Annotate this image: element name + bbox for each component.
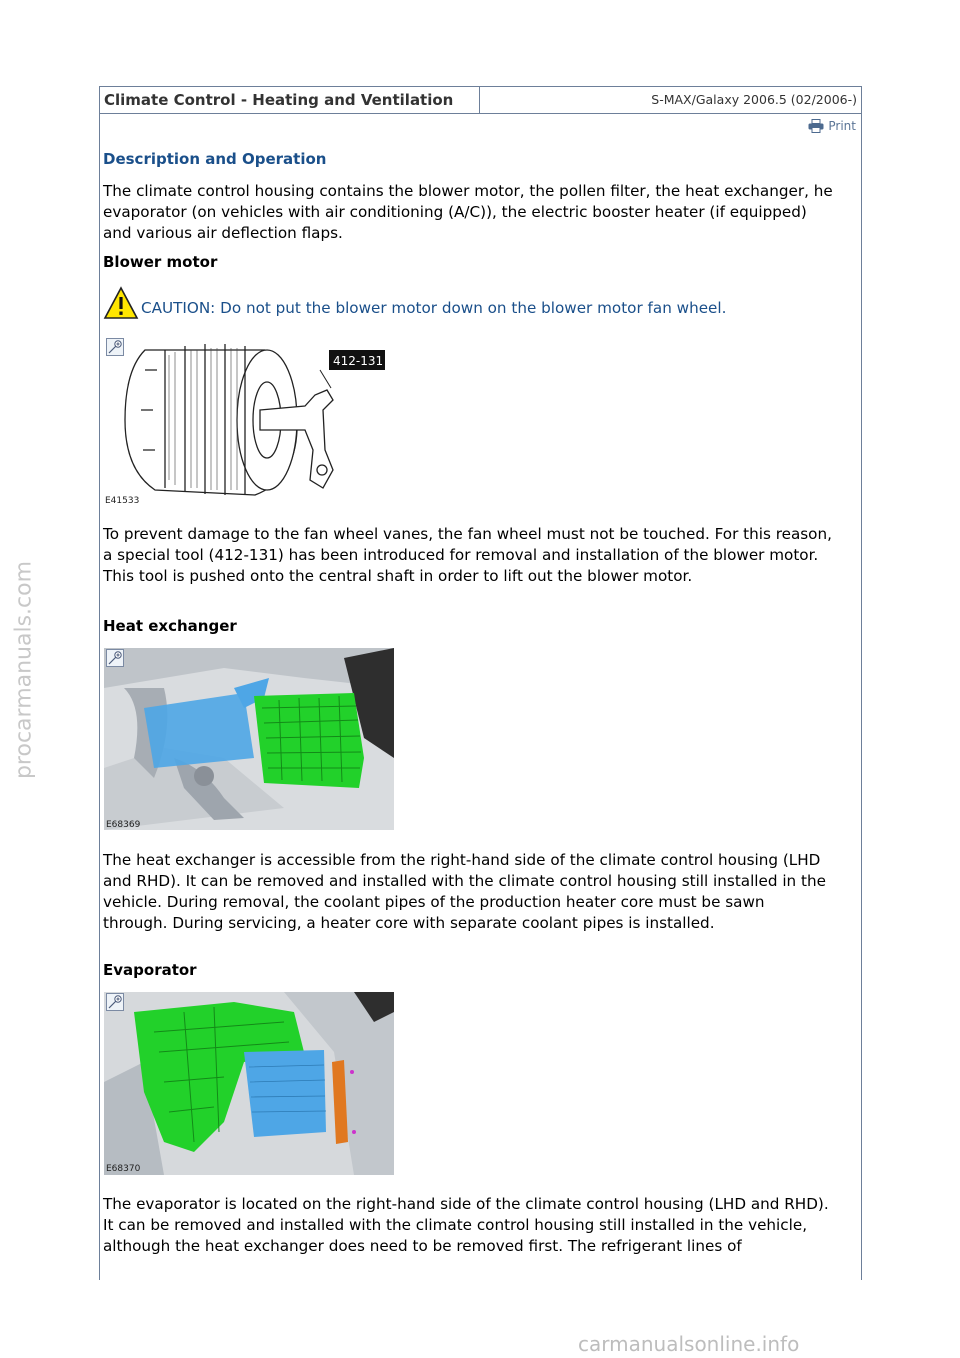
frame-right-border bbox=[861, 114, 862, 1280]
frame-left-border bbox=[99, 114, 100, 1280]
print-label: Print bbox=[828, 119, 856, 133]
bottom-watermark: carmanualsonline.info bbox=[578, 1332, 800, 1356]
section-title: Climate Control - Heating and Ventilation bbox=[100, 87, 480, 113]
caution-text: CAUTION: Do not put the blower motor down on the blower motor fan wheel. bbox=[141, 299, 727, 317]
blower-tool-paragraph: To prevent damage to the fan wheel vanes, the fan wheel must not be touched. For this reason, a special tool (412-131) has been introduced for removal and installation of the blower motor. This tool is pushed onto the central shaft in order to lift out the blower motor. bbox=[103, 525, 832, 585]
intro-paragraph: The climate control housing contains the blower motor, the pollen filter, the heat exchanger, he evaporator (on vehicles with air conditioning (A/C)), the electric booster heater (if equipped) and various air deflection flaps. bbox=[103, 182, 833, 242]
evaporator-figure-code: E68370 bbox=[106, 1164, 141, 1174]
heat-exchanger-paragraph: The heat exchanger is accessible from the right-hand side of the climate control housing (LHD and RHD). It can be removed and installed with the climate control housing still installed in the vehicle. During removal, the coolant pipes of the production heater core must be sawn through. During servicing, a heater core with separate coolant pipes is installed. bbox=[103, 851, 826, 932]
print-button[interactable] bbox=[800, 117, 856, 135]
side-watermark bbox=[4, 540, 44, 800]
blower-motor-heading: Blower motor bbox=[103, 253, 218, 271]
evaporator-paragraph: The evaporator is located on the right-hand side of the climate control housing (LHD and RHD). It can be removed and installed with the climate control housing still installed in the vehicle, although the heat exchanger does need to be removed first. The refrigerant lines of bbox=[103, 1195, 829, 1255]
zoom-evaporator-icon[interactable] bbox=[106, 993, 124, 1011]
evaporator-figure bbox=[104, 992, 394, 1175]
heat-exchanger-heading: Heat exchanger bbox=[103, 617, 237, 635]
caution-notice bbox=[103, 286, 726, 320]
heat-exchanger-figure bbox=[104, 648, 394, 830]
warning-triangle-icon bbox=[103, 286, 139, 320]
heat-exchanger-figure-code: E68369 bbox=[106, 820, 141, 830]
evaporator-heading: Evaporator bbox=[103, 961, 197, 979]
document-header bbox=[99, 86, 862, 114]
description-heading: Description and Operation bbox=[103, 150, 327, 168]
blower-figure-code: E41533 bbox=[105, 496, 140, 506]
blower-motor-figure bbox=[105, 330, 390, 508]
tool-callout-label: 412-131 bbox=[333, 354, 384, 368]
side-watermark-text: procarmanuals.com bbox=[11, 560, 37, 780]
zoom-heat-exchanger-icon[interactable] bbox=[106, 649, 124, 667]
printer-icon bbox=[808, 119, 824, 133]
model-label: S-MAX/Galaxy 2006.5 (02/2006-) bbox=[651, 92, 857, 107]
